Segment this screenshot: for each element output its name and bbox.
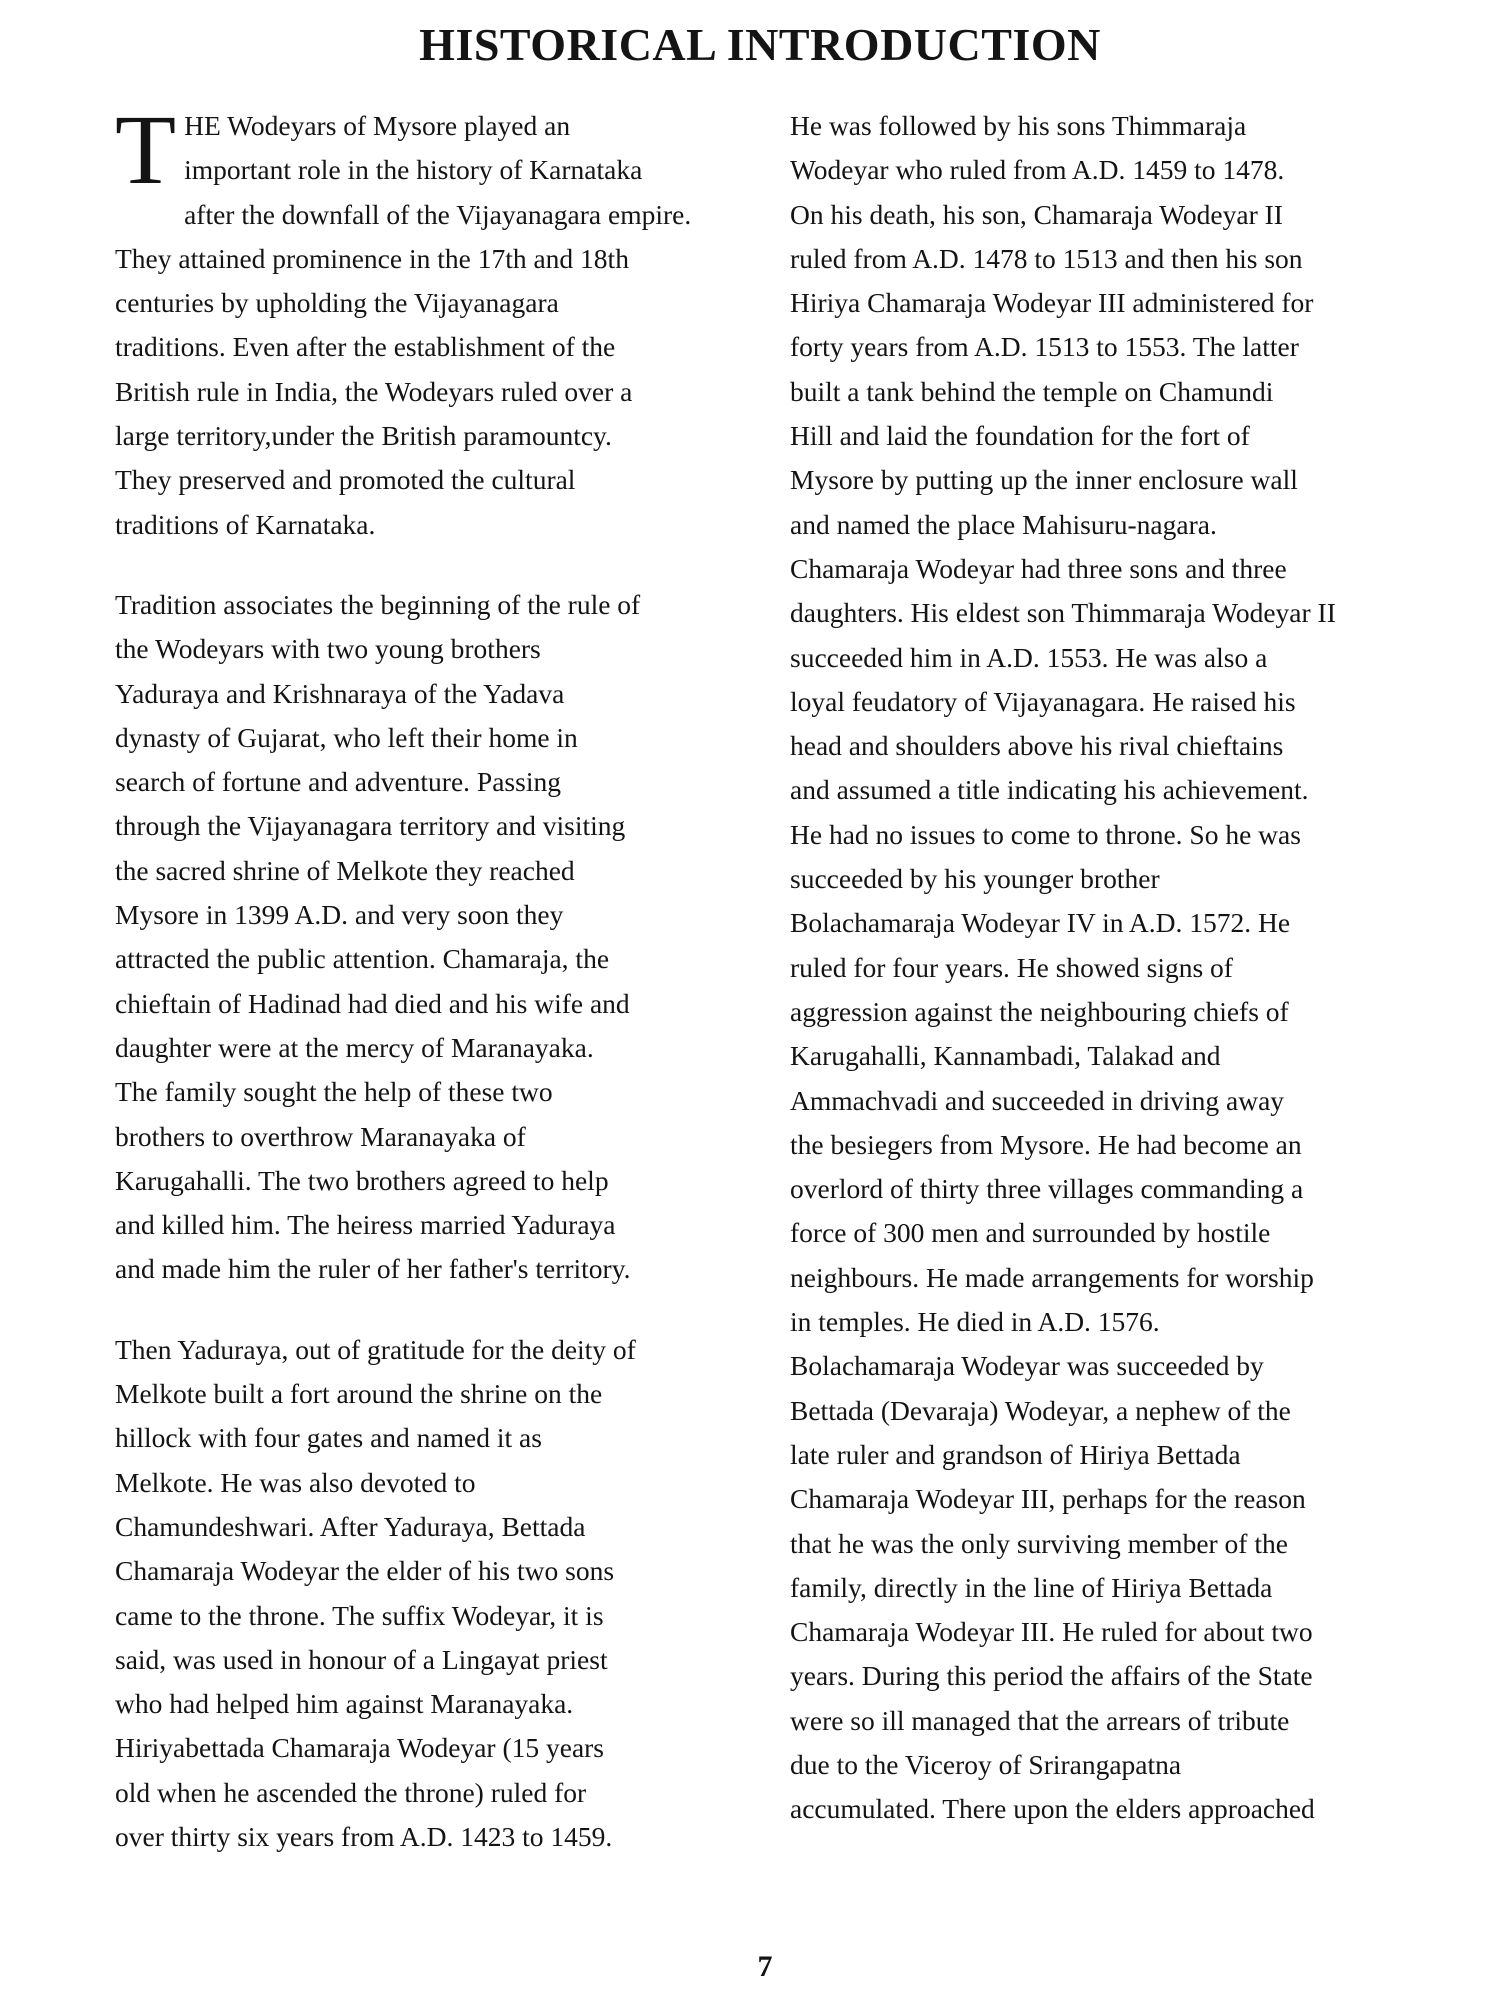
text-line: over thirty six years from A.D. 1423 to 1459. — [115, 1820, 613, 1852]
text-line: Bolachamaraja Wodeyar IV in A.D. 1572. He — [790, 907, 1291, 939]
text-line: He was followed by his sons Thimmaraja — [790, 110, 1247, 141]
text-line: Yaduraya and Krishnaraya of the Yadava — [115, 677, 565, 709]
text-line: after the downfall of the Vijayanagara empire. — [184, 198, 692, 230]
text-line: and assumed a title indicating his achievement. — [790, 774, 1309, 806]
text-line: years. During this period the affairs of the State — [790, 1660, 1313, 1692]
text-line: the sacred shrine of Melkote they reached — [115, 854, 575, 886]
text-line: traditions of Karnataka. — [115, 508, 376, 540]
text-line: succeeded by his younger brother — [790, 863, 1160, 895]
text-line: in temples. He died in A.D. 1576. — [790, 1306, 1160, 1338]
text-line: hillock with four gates and named it as — [115, 1422, 542, 1454]
page-title: HISTORICAL INTRODUCTION — [419, 19, 1101, 70]
text-line: Hiriya Chamaraja Wodeyar III administered for — [790, 287, 1314, 319]
text-line: due to the Viceroy of Srirangapatna — [790, 1748, 1182, 1780]
text-line: were so ill managed that the arrears of tribute — [790, 1704, 1290, 1736]
text-line: succeeded him in A.D. 1553. He was also a — [790, 641, 1268, 673]
text-line: and killed him. The heiress married Yaduraya — [115, 1209, 616, 1241]
text-line: head and shoulders above his rival chieftains — [790, 730, 1284, 762]
text-line: daughters. His eldest son Thimmaraja Wodeyar II — [790, 597, 1336, 629]
paragraph-3 — [115, 1328, 745, 1860]
text-line: Melkote. He was also devoted to — [115, 1466, 476, 1498]
paragraph-1 — [115, 94, 745, 547]
text-line: British rule in India, the Wodeyars ruled over a — [115, 375, 633, 407]
text-line: Then Yaduraya, out of gratitude for the deity of — [115, 1333, 636, 1365]
text-line: On his death, his son, Chamaraja Wodeyar II — [790, 198, 1283, 230]
text-line: Ammachvadi and succeeded in driving away — [790, 1084, 1285, 1116]
text-line: They attained prominence in the 17th and 18th — [115, 242, 629, 274]
right-column — [790, 104, 1440, 1868]
text-line: the besiegers from Mysore. He had become an — [790, 1128, 1302, 1160]
text-line: large territory,under the British paramountcy. — [115, 420, 612, 452]
text-line: Tradition associates the beginning of the rule of — [115, 588, 641, 620]
text-line: loyal feudatory of Vijayanagara. He raised his — [790, 685, 1296, 717]
text-line: traditions. Even after the establishment of the — [115, 331, 616, 363]
text-line: neighbours. He made arrangements for worship — [790, 1261, 1314, 1293]
text-line: Chamaraja Wodeyar III. He ruled for about two — [790, 1616, 1313, 1648]
text-line: search of fortune and adventure. Passing — [115, 766, 561, 798]
text-line: Karugahalli. The two brothers agreed to help — [115, 1164, 609, 1196]
text-line: Hiriyabettada Chamaraja Wodeyar (15 years — [115, 1732, 605, 1764]
text-line: Mysore by putting up the inner enclosure wall — [790, 464, 1298, 496]
text-line: chieftain of Hadinad had died and his wife and — [115, 987, 630, 1019]
text-line: built a tank behind the temple on Chamundi — [790, 375, 1274, 407]
text-line: important role in the history of Karnataka — [184, 154, 643, 186]
page-number: 7 — [757, 1950, 773, 1983]
text-line: overlord of thirty three villages commanding a — [790, 1173, 1304, 1205]
text-line: Chamundeshwari. After Yaduraya, Bettada — [115, 1510, 586, 1542]
text-line: dynasty of Gujarat, who left their home in — [115, 721, 578, 753]
text-line: daughter were at the mercy of Maranayaka. — [115, 1031, 594, 1063]
text-line: centuries by upholding the Vijayanagara — [115, 287, 559, 319]
text-line: Hill and laid the foundation for the fort of — [790, 420, 1250, 452]
text-line: came to the throne. The suffix Wodeyar, it is — [115, 1599, 604, 1631]
text-line: ruled from A.D. 1478 to 1513 and then his son — [790, 242, 1303, 274]
text-line: Chamaraja Wodeyar had three sons and three — [790, 552, 1287, 584]
text-line: through the Vijayanagara territory and visiting — [115, 810, 626, 842]
text-line: and made him the ruler of her father's territory. — [115, 1253, 631, 1285]
text-line: the Wodeyars with two young brothers — [115, 633, 541, 665]
text-line: Wodeyar who ruled from A.D. 1459 to 1478. — [790, 154, 1285, 186]
paragraph-4 — [790, 104, 1440, 1832]
text-line: Mysore in 1399 A.D. and very soon they — [115, 899, 564, 931]
left-column — [115, 94, 745, 1895]
text-line: Bolachamaraja Wodeyar was succeeded by — [790, 1350, 1264, 1382]
text-line: late ruler and grandson of Hiriya Bettada — [790, 1438, 1241, 1470]
text-line: aggression against the neighbouring chiefs of — [790, 995, 1289, 1027]
text-line: Melkote built a fort around the shrine on the — [115, 1378, 603, 1410]
text-line: attracted the public attention. Chamaraja, the — [115, 943, 610, 975]
text-line: He had no issues to come to throne. So he was — [790, 818, 1301, 850]
text-line: forty years from A.D. 1513 to 1553. The latter — [790, 331, 1299, 363]
text-line: family, directly in the line of Hiriya Bettada — [790, 1571, 1273, 1603]
text-line: ruled for four years. He showed signs of — [790, 951, 1233, 983]
paragraph-2 — [115, 583, 745, 1292]
text-line: old when he ascended the throne) ruled for — [115, 1776, 587, 1808]
text-line: accumulated. There upon the elders approached — [790, 1793, 1315, 1825]
text-line: that he was the only surviving member of the — [790, 1527, 1288, 1559]
text-line: said, was used in honour of a Lingayat priest — [115, 1643, 608, 1675]
text-line: Chamaraja Wodeyar the elder of his two sons — [115, 1555, 615, 1587]
text-line: brothers to overthrow Maranayaka of — [115, 1120, 526, 1152]
text-line: force of 300 men and surrounded by hostile — [790, 1217, 1271, 1249]
text-line: Bettada (Devaraja) Wodeyar, a nephew of the — [790, 1394, 1291, 1426]
text-line: They preserved and promoted the cultural — [115, 464, 576, 496]
text-line: Chamaraja Wodeyar III, perhaps for the reason — [790, 1483, 1306, 1515]
text-line: who had helped him against Maranayaka. — [115, 1688, 574, 1720]
text-line: and named the place Mahisuru-nagara. — [790, 508, 1217, 540]
drop-cap: T — [115, 94, 177, 205]
text-line: HE Wodeyars of Mysore played an — [184, 110, 571, 141]
text-line: Karugahalli, Kannambadi, Talakad and — [790, 1040, 1221, 1072]
text-line: The family sought the help of these two — [115, 1076, 553, 1108]
